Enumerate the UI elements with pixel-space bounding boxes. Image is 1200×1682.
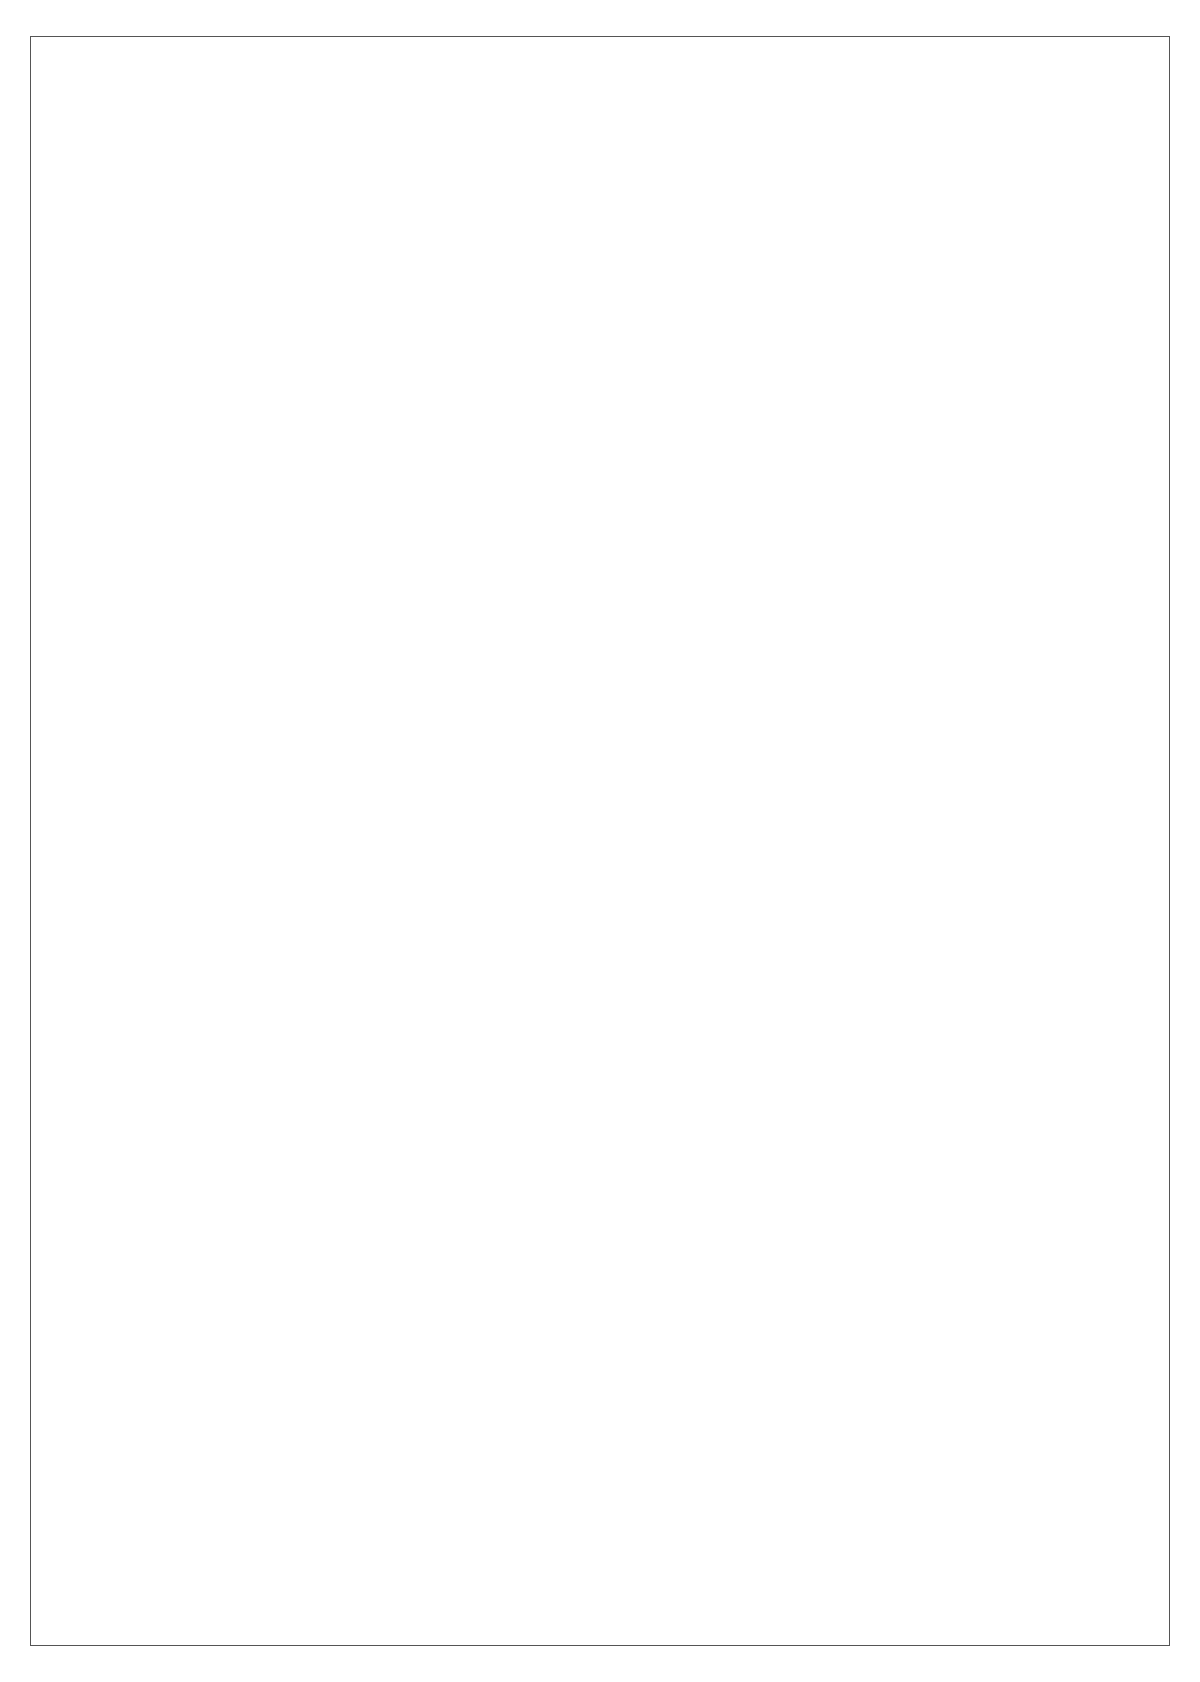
page-border xyxy=(30,36,1170,1646)
